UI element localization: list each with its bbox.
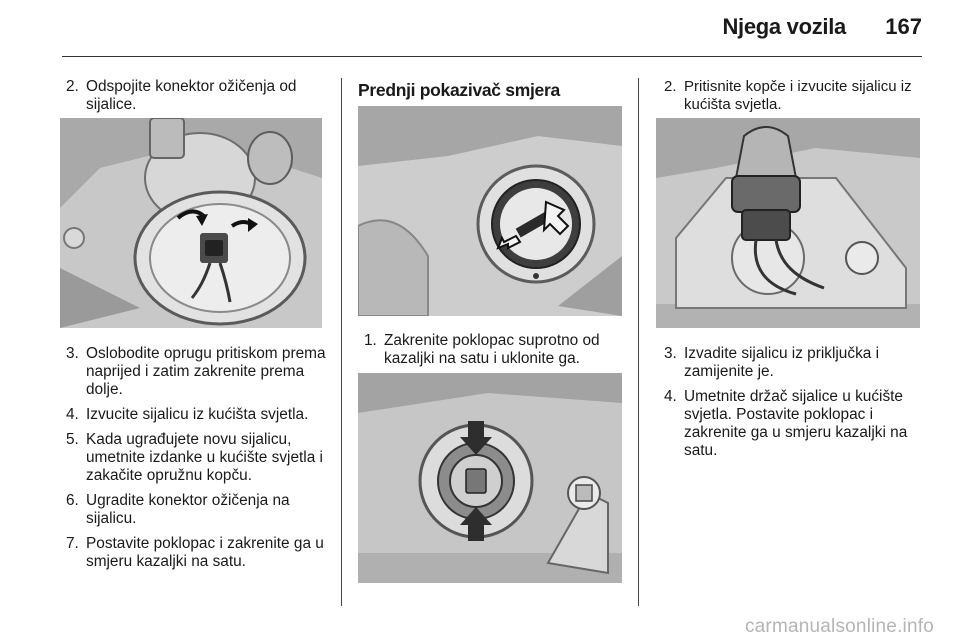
step-number: 5. [66, 431, 79, 448]
section-heading: Prednji pokazivač smjera [358, 80, 560, 100]
col1-steps [66, 345, 334, 578]
step-item [66, 345, 334, 399]
step-item [66, 492, 334, 528]
illustration-headlamp-rear-connector [60, 118, 322, 328]
step-number: 6. [66, 492, 79, 509]
step-text: Kada ugrađujete novu sijalicu, umetnite izdanke u kućište svjetla i zakačite opružnu kopču. [86, 431, 323, 484]
step-text: Pritisnite kopče i izvucite sijalicu iz kućišta svjetla. [684, 78, 912, 113]
step-text: Odspojite konektor ožičenja od sijalice. [86, 78, 297, 113]
step-number: 3. [66, 345, 79, 362]
col3-steps [664, 345, 926, 467]
illustration-bulb-removal [656, 118, 920, 328]
step-item [66, 406, 334, 424]
step-item [664, 78, 926, 114]
step-text: Postavite poklopac i zakrenite ga u smjeru kazaljki na satu. [86, 535, 324, 570]
figure-turn-signal-cover [358, 106, 622, 316]
col2-steps [364, 332, 632, 375]
page-title: Njega vozila [722, 14, 846, 39]
step-text: Ugradite konektor ožičenja na sijalicu. [86, 492, 290, 527]
figure-turn-signal-socket [358, 373, 622, 583]
figure-headlamp-connector [60, 118, 322, 328]
step-number: 2. [664, 78, 677, 95]
step-number: 3. [664, 345, 677, 362]
header-divider [62, 56, 922, 57]
step-number: 7. [66, 535, 79, 552]
column-divider-right [638, 78, 639, 606]
step-number: 2. [66, 78, 79, 95]
figure-bulb-removal [656, 118, 920, 328]
step-item [664, 345, 926, 381]
step-number: 4. [66, 406, 79, 423]
col1-top-steps [66, 78, 334, 121]
step-number: 1. [364, 332, 377, 349]
step-number: 4. [664, 388, 677, 405]
step-text: Oslobodite oprugu pritiskom prema naprijed i zatim zakrenite prema dolje. [86, 345, 326, 398]
step-item [66, 535, 334, 571]
step-text: Izvucite sijalicu iz kućišta svjetla. [86, 406, 309, 423]
page-number: 167 [885, 14, 922, 39]
step-text: Umetnite držač sijalice u kućište svjetla. Postavite poklopac i zakrenite ga u smjeru kazaljki na satu. [684, 388, 908, 459]
col3-top-steps [664, 78, 926, 121]
step-item [66, 431, 334, 485]
illustration-turn-signal-socket [358, 373, 622, 583]
illustration-turn-signal-cover [358, 106, 622, 316]
step-item [664, 388, 926, 460]
step-item [364, 332, 632, 368]
step-item [66, 78, 334, 114]
watermark: carmanualsonline.info [744, 616, 934, 637]
column-divider-left [341, 78, 342, 606]
step-text: Zakrenite poklopac suprotno od kazaljki na satu i uklonite ga. [384, 332, 600, 367]
step-text: Izvadite sijalicu iz priključka i zamijenite je. [684, 345, 880, 380]
